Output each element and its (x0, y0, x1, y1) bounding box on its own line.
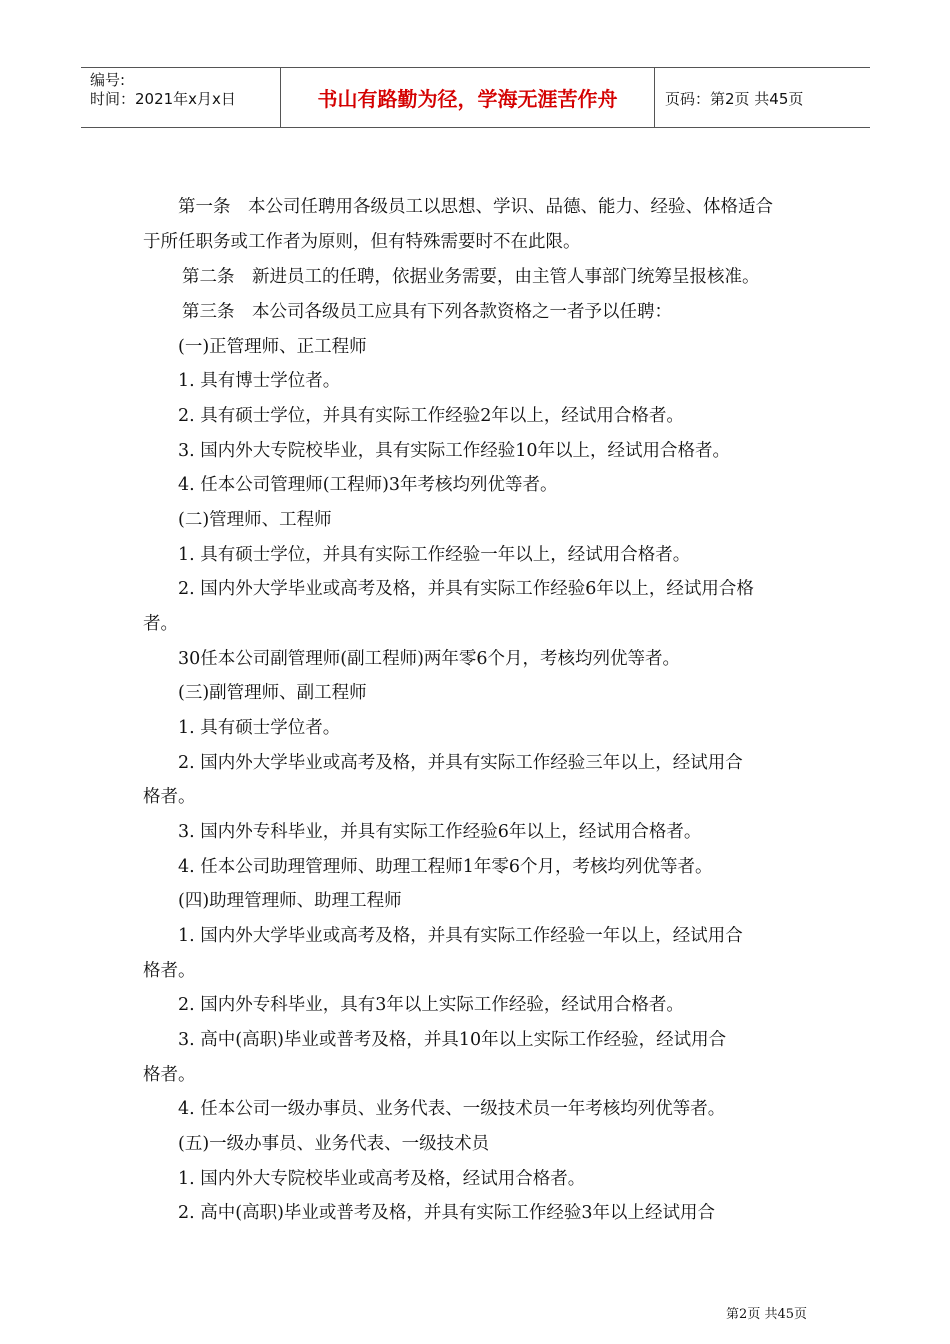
body-line: (四)助理管理师、助理工程师 (178, 891, 402, 911)
body-line: 1. 国内外大专院校毕业或高考及格，经试用合格者。 (178, 1169, 586, 1189)
body-line: 4. 任本公司管理师(工程师)3年考核均列优等者。 (178, 475, 558, 495)
body-line: 于所任职务或工作者为原则，但有特殊需要时不在此限。 (143, 232, 581, 252)
body-line: 2. 具有硕士学位，并具有实际工作经验2年以上，经试用合格者。 (178, 406, 684, 426)
body-line: 1. 具有硕士学位者。 (178, 718, 341, 738)
document-number-label: 编号: (90, 71, 126, 89)
body-line: (三)副管理师、副工程师 (178, 683, 367, 703)
body-line: 第二条 新进员工的任聘，依据业务需要，由主管人事部门统筹呈报核准。 (182, 267, 760, 287)
body-line: 1. 国内外大学毕业或高考及格，并具有实际工作经验一年以上，经试用合 (178, 926, 743, 946)
body-line: 第一条 本公司任聘用各级员工以思想、学识、品德、能力、经验、体格适合 (178, 197, 773, 217)
body-line: (五)一级办事员、业务代表、一级技术员 (178, 1134, 490, 1154)
body-line: 2. 国内外大学毕业或高考及格，并具有实际工作经验三年以上，经试用合 (178, 753, 743, 773)
body-line: 格者。 (143, 961, 196, 981)
body-line: 格者。 (143, 787, 196, 807)
body-line: 4. 任本公司助理管理师、助理工程师1年零6个月，考核均列优等者。 (178, 857, 713, 877)
body-line: 3. 国内外专科毕业，并具有实际工作经验6年以上，经试用合格者。 (178, 822, 702, 842)
body-line: 3. 高中(高职)毕业或普考及格，并具10年以上实际工作经验，经试用合 (178, 1030, 727, 1050)
body-line: 1. 具有博士学位者。 (178, 371, 341, 391)
body-line: 者。 (143, 614, 178, 634)
body-line: 第三条 本公司各级员工应具有下列各款资格之一者予以任聘： (182, 302, 672, 322)
header-page-info: 页码：第2页 共45页 (665, 90, 804, 108)
header-motto: 书山有路勤为径，学海无涯苦作舟 (317, 87, 618, 111)
document-time-label: 时间：2021年x月x日 (90, 90, 236, 108)
body-line: 4. 任本公司一级办事员、业务代表、一级技术员一年考核均列优等者。 (178, 1099, 726, 1119)
body-line: (二)管理师、工程师 (178, 510, 332, 530)
body-line: 2. 国内外大学毕业或高考及格，并具有实际工作经验6年以上，经试用合格 (178, 579, 754, 599)
body-line: 3. 国内外大专院校毕业，具有实际工作经验10年以上，经试用合格者。 (178, 441, 731, 461)
body-line: 2. 高中(高职)毕业或普考及格，并具有实际工作经验3年以上经试用合 (178, 1203, 716, 1223)
body-line: 1. 具有硕士学位，并具有实际工作经验一年以上，经试用合格者。 (178, 545, 691, 565)
body-line: 格者。 (143, 1065, 196, 1085)
body-line: 2. 国内外专科毕业，具有3年以上实际工作经验，经试用合格者。 (178, 995, 684, 1015)
body-line: (一)正管理师、正工程师 (178, 337, 367, 357)
page-footer: 第2页 共45页 (726, 1307, 807, 1322)
body-line: 30任本公司副管理师(副工程师)两年零6个月，考核均列优等者。 (178, 649, 681, 669)
